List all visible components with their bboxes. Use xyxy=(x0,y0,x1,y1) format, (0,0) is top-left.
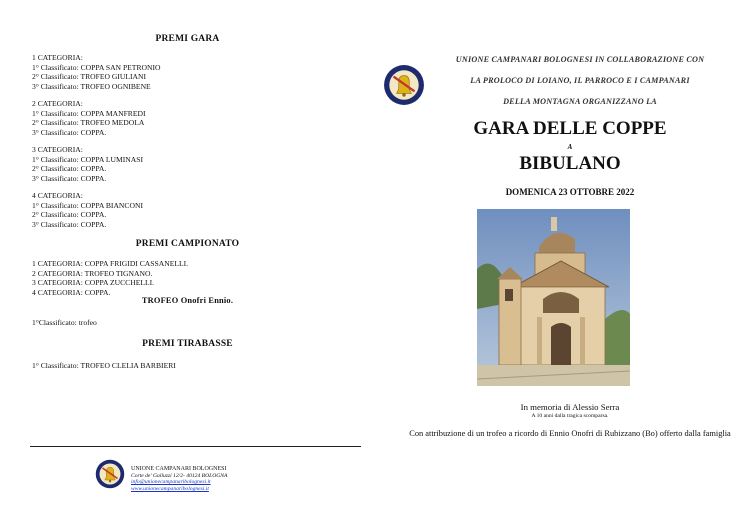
trofeo-title: TROFEO Onofri Ennio. xyxy=(141,296,234,305)
footer-email-link[interactable]: info@unionecampanaribolognesi.it xyxy=(131,479,211,486)
category-block xyxy=(32,191,143,229)
bell-logo-icon xyxy=(383,64,425,106)
premi-gara-title: PREMI GARA xyxy=(155,34,220,44)
category-line: 3° Classificato: COPPA. xyxy=(32,127,107,137)
footer-address: Corte de' Galluzzi 12/2- 40124 BOLOGNA xyxy=(131,472,228,479)
category-line: 2° Classificato: COPPA. xyxy=(32,164,107,174)
campionato-list xyxy=(32,259,188,297)
header-line: UNIONE CAMPANARI BOLOGNESI IN COLLABORAZIONE CON xyxy=(455,55,705,64)
header-line: DELLA MONTAGNA ORGANIZZANO LA xyxy=(503,97,657,106)
premi-campionato-title: PREMI CAMPIONATO xyxy=(135,239,240,249)
tirabasse-line: 1° Classificato: TROFEO CLELIA BARBIERI xyxy=(32,361,176,370)
campionato-line: 3 CATEGORIA: COPPA ZUCCHELLI. xyxy=(32,278,155,288)
header-line: LA PROLOCO DI LOIANO, IL PARROCO E I CAMPANARI xyxy=(470,76,690,85)
category-line: 1° Classificato: COPPA BIANCONI xyxy=(32,200,143,210)
attribuzione-text: Con attribuzione di un trofeo a ricordo di Ennio Onofri di Rubizzano (Bo) offerto dalla famiglia xyxy=(409,429,731,438)
memoria-subline: A 10 anni dalla tragica scomparsa. xyxy=(531,413,609,419)
category-line: 1° Classificato: COPPA LUMINASI xyxy=(32,154,143,164)
event-place: BIBULANO xyxy=(519,153,621,174)
category-line: 2° Classificato: TROFEO GIULIANI xyxy=(32,72,147,82)
footer-contact xyxy=(131,466,227,492)
category-line: 3° Classificato: COPPA. xyxy=(32,219,107,229)
campionato-line: 2 CATEGORIA: TROFEO TIGNANO. xyxy=(32,268,153,278)
category-heading: 1 CATEGORIA: xyxy=(32,53,83,62)
category-block xyxy=(32,145,143,183)
campionato-line: 1 CATEGORIA: COPPA FRIGIDI CASSANELLI. xyxy=(32,259,189,268)
category-line: 2° Classificato: TROFEO MEDOLA xyxy=(32,118,145,128)
bell-logo-icon xyxy=(95,459,125,489)
category-heading: 3 CATEGORIA: xyxy=(32,145,83,154)
trofeo-line: 1°Classificato: trofeo xyxy=(32,318,97,327)
category-line: 1° Classificato: COPPA SAN PETRONIO xyxy=(32,62,161,72)
church-illustration xyxy=(477,209,630,386)
divider xyxy=(30,446,361,447)
category-line: 3° Classificato: COPPA. xyxy=(32,173,107,183)
category-heading: 2 CATEGORIA: xyxy=(32,99,83,108)
memoria-line: In memoria di Alessio Serra xyxy=(520,402,620,412)
footer-org: UNIONE CAMPANARI BOLOGNESI xyxy=(131,466,227,472)
category-line: 3° Classificato: TROFEO OGNIBENE xyxy=(32,81,151,91)
category-heading: 4 CATEGORIA: xyxy=(32,191,83,200)
event-title-a: A xyxy=(567,143,573,151)
category-block xyxy=(32,99,146,137)
campionato-line: 4 CATEGORIA: COPPA. xyxy=(32,287,111,297)
event-date: DOMENICA 23 OTTOBRE 2022 xyxy=(505,187,635,197)
category-line: 1° Classificato: COPPA MANFREDI xyxy=(32,108,146,118)
event-title: GARA DELLE COPPE xyxy=(473,118,667,139)
category-line: 2° Classificato: COPPA. xyxy=(32,210,107,220)
premi-tirabasse-title: PREMI TIRABASSE xyxy=(142,339,233,349)
right-page xyxy=(375,0,750,530)
category-block xyxy=(32,53,161,91)
footer-website-link[interactable]: www.unionecampanaribolognesi.it xyxy=(131,485,209,492)
